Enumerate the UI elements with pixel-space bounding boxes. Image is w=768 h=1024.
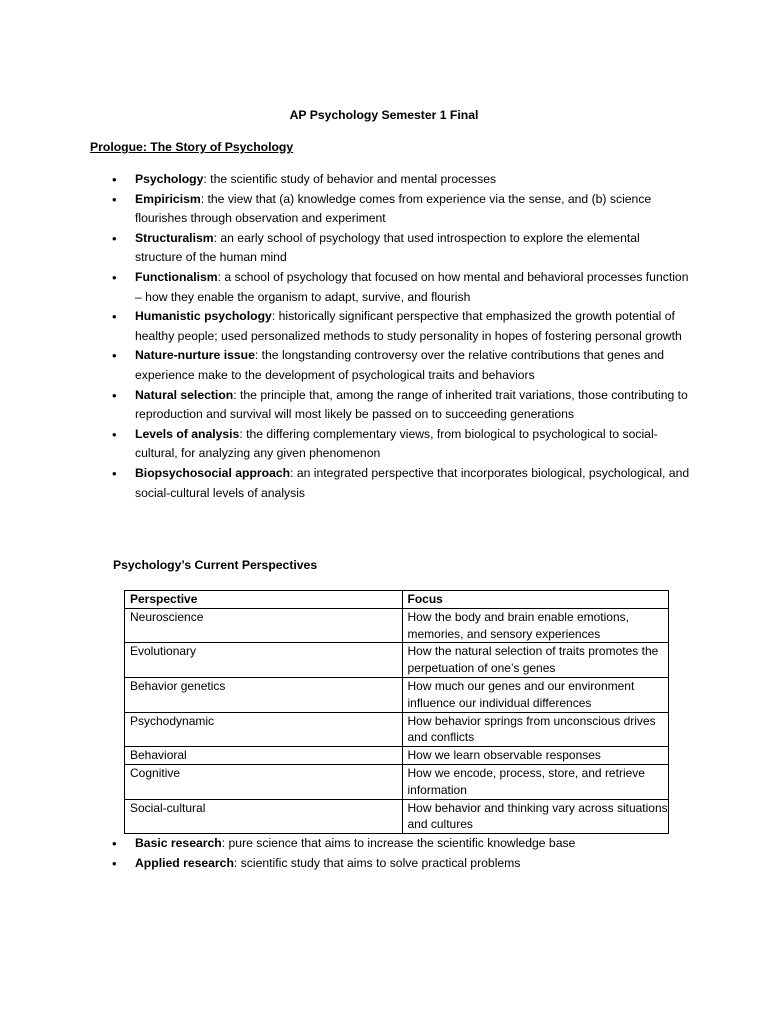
term: Basic research [135, 836, 222, 850]
list-item [90, 190, 690, 229]
definition: : the differing complementary views, from biological to psychological to social-cultural, for analyzing any given phenomenon [135, 426, 658, 461]
table-cell: Behavioral [125, 747, 403, 765]
term: Biopsychosocial approach [135, 465, 291, 480]
definition: : the scientific study of behavior and mental processes [203, 172, 497, 186]
term: Humanistic psychology [135, 309, 272, 324]
list-item [90, 346, 690, 385]
table-cell: How the body and brain enable emotions, memories, and sensory experiences [402, 608, 669, 643]
definition: : the longstanding controversy over the relative contributions that genes and experience make to the development of psychological traits and behaviors [135, 348, 665, 382]
table-cell: How behavior springs from unconscious drives and conflicts [402, 712, 669, 747]
term: Psychology [135, 172, 204, 186]
term: Levels of analysis [135, 426, 240, 441]
table-cell: Evolutionary [125, 643, 403, 678]
definition: : an integrated perspective that incorporates biological, psychological, and social-cultural levels of analysis [135, 465, 690, 500]
table-cell: Social-cultural [125, 799, 403, 834]
list-item [90, 307, 690, 346]
definitions-list [90, 170, 690, 503]
table-row [125, 643, 669, 678]
perspectives-heading: Psychology’s Current Perspectives [113, 558, 318, 572]
definition: : an early school of psychology that used introspection to explore the elemental structure of the human mind [135, 230, 640, 265]
column-header-perspective: Perspective [125, 591, 403, 609]
table-row [125, 764, 669, 799]
term: Functionalism [135, 269, 218, 284]
table-cell: Cognitive [125, 764, 403, 799]
table-row [125, 608, 669, 643]
table-cell: Psychodynamic [125, 712, 403, 747]
definition: : historically significant perspective that emphasized the growth potential of healthy people; used personalized methods to study personality in hopes of fostering personal growth [135, 309, 682, 343]
list-item [90, 464, 690, 503]
research-list [90, 834, 690, 873]
table-row [125, 677, 669, 712]
table-cell: Behavior genetics [125, 677, 403, 712]
term: Nature-nurture issue [135, 348, 255, 363]
table-row [125, 799, 669, 834]
table-row [125, 747, 669, 765]
list-item [90, 268, 690, 307]
section-heading: Prologue: The Story of Psychology [90, 140, 294, 154]
definition: : the principle that, among the range of inherited trait variations, those contributing to reproduction and survival will most likely be passed on to succeeding generations [135, 387, 688, 422]
list-item [90, 834, 690, 854]
term: Empiricism [135, 191, 201, 206]
term: Applied research [135, 855, 234, 870]
table-cell: Neuroscience [125, 608, 403, 643]
definition: : scientific study that aims to solve practical problems [233, 855, 521, 870]
list-item [90, 170, 690, 190]
document-title: AP Psychology Semester 1 Final [289, 108, 479, 122]
perspectives-table [124, 590, 669, 834]
definition: : a school of psychology that focused on how mental and behavioral processes function – how they enable the organism to adapt, survive, and flourish [135, 269, 689, 304]
definition: : pure science that aims to increase the scientific knowledge base [221, 836, 576, 850]
column-header-focus: Focus [402, 591, 669, 609]
table-cell: How the natural selection of traits promotes the perpetuation of one’s genes [402, 643, 669, 678]
definition: : the view that (a) knowledge comes from experience via the sense, and (b) science flourishes through observation and experiment [135, 191, 652, 226]
table-cell: How we encode, process, store, and retrieve information [402, 764, 669, 799]
term: Natural selection [135, 387, 234, 402]
table-header-row [125, 591, 669, 609]
table-cell: How we learn observable responses [402, 747, 669, 765]
table-row [125, 712, 669, 747]
list-item [90, 425, 690, 464]
list-item [90, 386, 690, 425]
list-item [90, 229, 690, 268]
list-item [90, 854, 690, 874]
table-cell: How behavior and thinking vary across situations and cultures [402, 799, 669, 834]
table-cell: How much our genes and our environment influence our individual differences [402, 677, 669, 712]
term: Structuralism [135, 230, 214, 245]
